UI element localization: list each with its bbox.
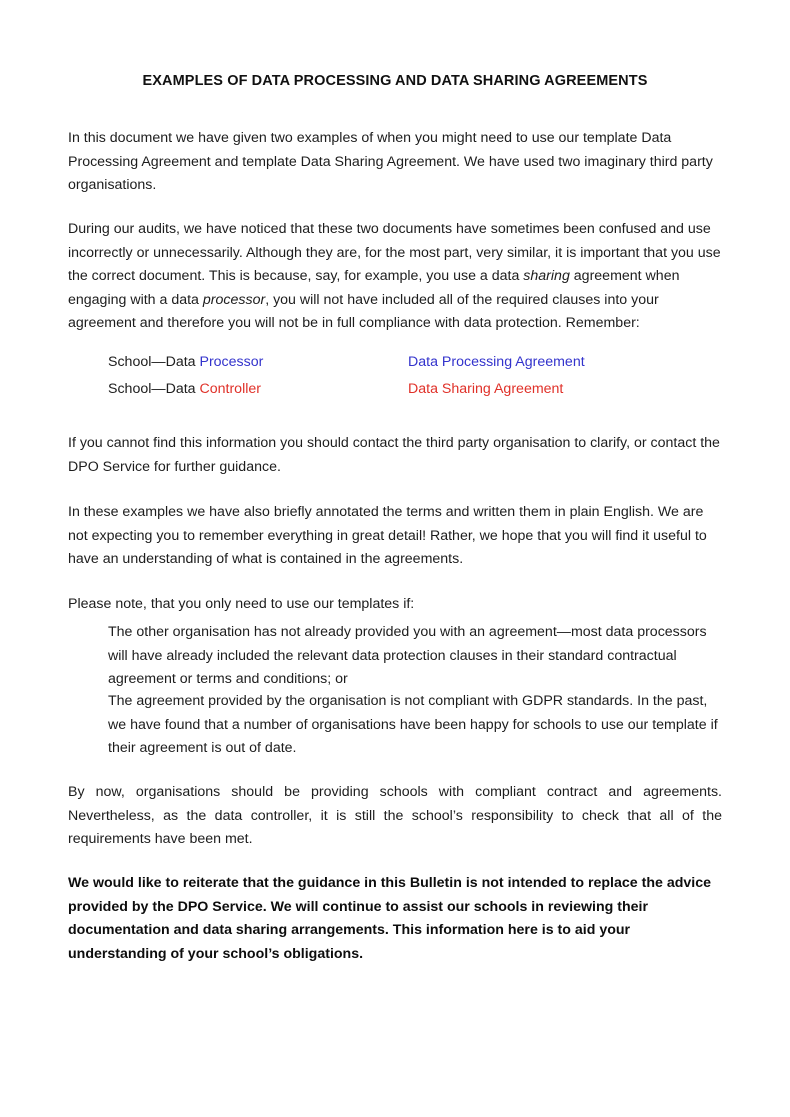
paragraph-annotated-terms: In these examples we have also briefly annotated the terms and written them in plain English. We are not expecting you to remember everything in great detail! Rather, we hope that you will find it useful to have an understanding of what is contained in the agreements. [68, 504, 707, 567]
mapping-row-processor [108, 349, 722, 376]
condition-item-1: The other organisation has not already provided you with an agreement—most data processors will have already included the relevant data protection clauses in their standard contractual agreement or terms and conditions; or [108, 624, 707, 687]
mapping-role-processor: Processor [199, 354, 264, 370]
mapping-left-controller [108, 376, 261, 403]
paragraph-audits-text-1: During our audits, we have noticed that these two documents have sometimes been confused and use incorrectly or unnecessarily. Although they are, for the most part, very similar, it is important that you use the correct document. This is because, say, for example, you use a data [68, 221, 721, 284]
paragraph-please-note: Please note, that you only need to use our templates if: [68, 596, 415, 612]
condition-item-2: The agreement provided by the organisation is not compliant with GDPR standards. In the past, we have found that a number of organisations have been happy for schools to use our template if their agreement is out of date. [108, 693, 718, 756]
term-processor: processor [202, 291, 266, 308]
mapping-role-controller: Controller [199, 381, 261, 397]
mapping-left-prefix-processor: School—Data [108, 354, 200, 370]
term-sharing: sharing [523, 268, 570, 284]
page-title: EXAMPLES OF DATA PROCESSING AND DATA SHARING AGREEMENTS [142, 73, 648, 89]
paragraph-audits-text-2: agreement when engaging with a data [68, 268, 680, 308]
mapping-left-prefix-controller: School—Data [108, 381, 200, 397]
mapping-right-processing-agreement: Data Processing Agreement [408, 354, 585, 370]
paragraph-reiterate-bold: We would like to reiterate that the guidance in this Bulletin is not intended to replace the advice provided by the DPO Service. We will continue to assist our schools in reviewing their documentation and data sharing arrangements. This information here is to aid your understanding of your school’s obligations. [68, 875, 712, 962]
mapping-left-processor [108, 349, 263, 376]
paragraph-by-now: By now, organisations should be providing schools with compliant contract and agreements. Nevertheless, as the data controller, it is still the school’s responsibility to check that all of the requirements have been met. [68, 784, 722, 847]
paragraph-contact-dpo: If you cannot find this information you should contact the third party organisation to clarify, or contact the DPO Service for further guidance. [68, 435, 720, 475]
mapping-right-sharing-agreement: Data Sharing Agreement [408, 381, 564, 397]
paragraph-audits [68, 218, 722, 336]
agreement-mapping-block [108, 349, 722, 403]
paragraph-audits-text-3: , you will not have included all of the required clauses into your agreement and therefore you will not be in full compliance with data protection. Remember: [68, 291, 659, 331]
paragraph-intro: In this document we have given two examples of when you might need to use our template Data Processing Agreement and template Data Sharing Agreement. We have used two imaginary third party organisations. [68, 130, 713, 193]
mapping-row-controller [108, 376, 722, 403]
